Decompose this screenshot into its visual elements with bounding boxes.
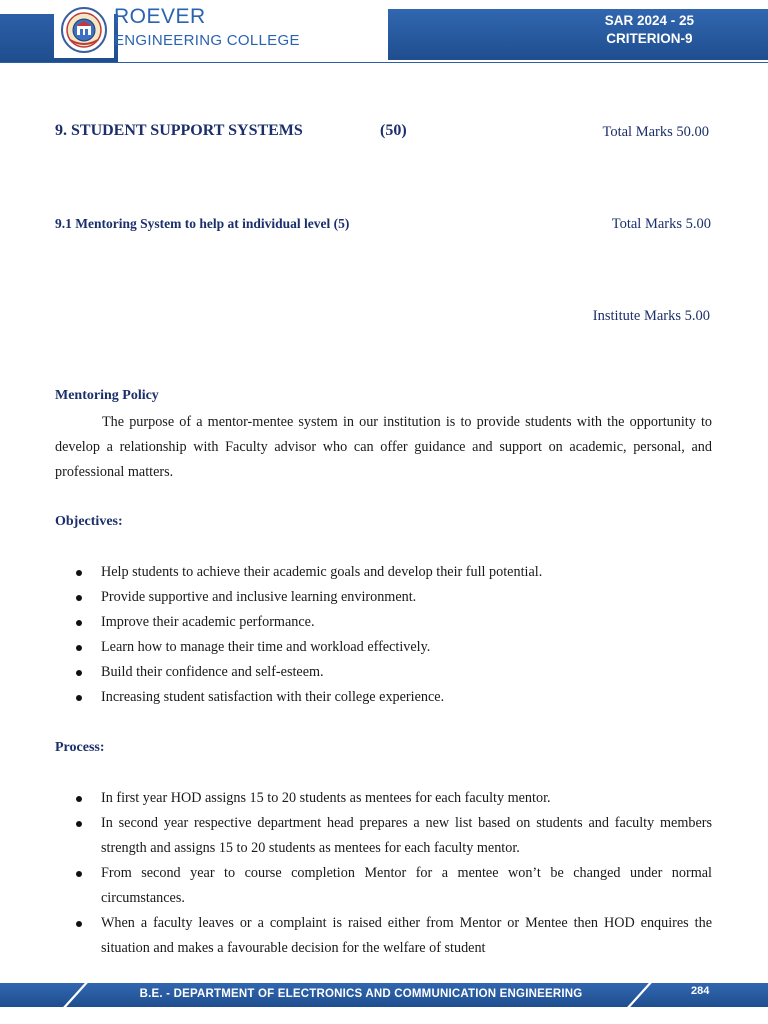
list-item-text: Increasing student satisfaction with their college experience. — [101, 689, 445, 705]
criterion-label: CRITERION-9 — [606, 31, 693, 46]
mentoring-policy-paragraph: The purpose of a mentor-mentee system in our institution is to provide students with the opportunity to develop a relationship with Faculty advisor who can offer guidance and support on academic, personal, and professional matters. — [55, 414, 712, 480]
bullet-icon — [76, 595, 82, 601]
list-item — [55, 635, 712, 660]
list-item-text: Improve their academic performance. — [101, 614, 315, 630]
college-crest-icon — [60, 6, 108, 54]
list-item-text: In first year HOD assigns 15 to 20 students as mentees for each faculty mentor. — [101, 790, 551, 806]
list-item-text: Learn how to manage their time and workload effectively. — [101, 639, 431, 655]
page-number: 284 — [691, 985, 710, 997]
process-list — [55, 786, 712, 961]
college-logo — [54, 2, 114, 58]
process-heading: Process: — [55, 740, 105, 755]
section-title: 9. STUDENT SUPPORT SYSTEMS — [55, 122, 303, 139]
list-item — [55, 610, 712, 635]
institute-marks: Institute Marks 5.00 — [592, 308, 710, 324]
list-item — [55, 660, 712, 685]
bullet-icon — [76, 570, 82, 576]
subsection-total-marks: Total Marks 5.00 — [611, 216, 711, 232]
list-item — [55, 811, 712, 861]
bullet-icon — [76, 695, 82, 701]
report-label — [605, 12, 694, 48]
objectives-heading: Objectives: — [55, 514, 123, 529]
objectives-list — [55, 560, 712, 710]
college-name: ROEVER — [114, 5, 206, 28]
bullet-icon — [76, 871, 82, 877]
list-item-text: Provide supportive and inclusive learning environment. — [101, 589, 417, 605]
bullet-icon — [76, 796, 82, 802]
list-item-text: Help students to achieve their academic goals and develop their full potential. — [101, 564, 543, 580]
list-item-text: Build their confidence and self-esteem. — [101, 664, 324, 680]
bullet-icon — [76, 921, 82, 927]
header-right-band — [388, 9, 768, 60]
list-item-text: When a faculty leaves or a complaint is raised either from Mentor or Mentee then HOD enquires the situation and makes a favourable decision for the welfare of student — [101, 915, 712, 956]
mentoring-policy-heading: Mentoring Policy — [55, 388, 159, 403]
list-item — [55, 786, 712, 811]
list-item-text: In second year respective department head prepares a new list based on students and faculty members strength and assigns 15 to 20 students as mentees for each faculty mentor. — [101, 815, 712, 856]
list-item — [55, 685, 712, 710]
section-total-marks: Total Marks 50.00 — [602, 124, 709, 140]
list-item — [55, 560, 712, 585]
list-item — [55, 911, 712, 961]
report-year: SAR 2024 - 25 — [604, 13, 694, 28]
subsection-title: 9.1 Mentoring System to help at individual level (5) — [55, 216, 350, 231]
list-item — [55, 861, 712, 911]
list-item-text: From second year to course completion Mentor for a mentee won’t be changed under normal circumstances. — [101, 865, 712, 906]
bullet-icon — [76, 821, 82, 827]
bullet-icon — [76, 670, 82, 676]
footer-department: B.E. - DEPARTMENT OF ELECTRONICS AND COMMUNICATION ENGINEERING — [139, 988, 583, 1000]
bullet-icon — [76, 645, 82, 651]
list-item — [55, 585, 712, 610]
college-subtitle: ENGINEERING COLLEGE — [114, 32, 300, 49]
bullet-icon — [76, 620, 82, 626]
header-divider — [0, 62, 768, 63]
section-marks: (50) — [380, 122, 407, 139]
